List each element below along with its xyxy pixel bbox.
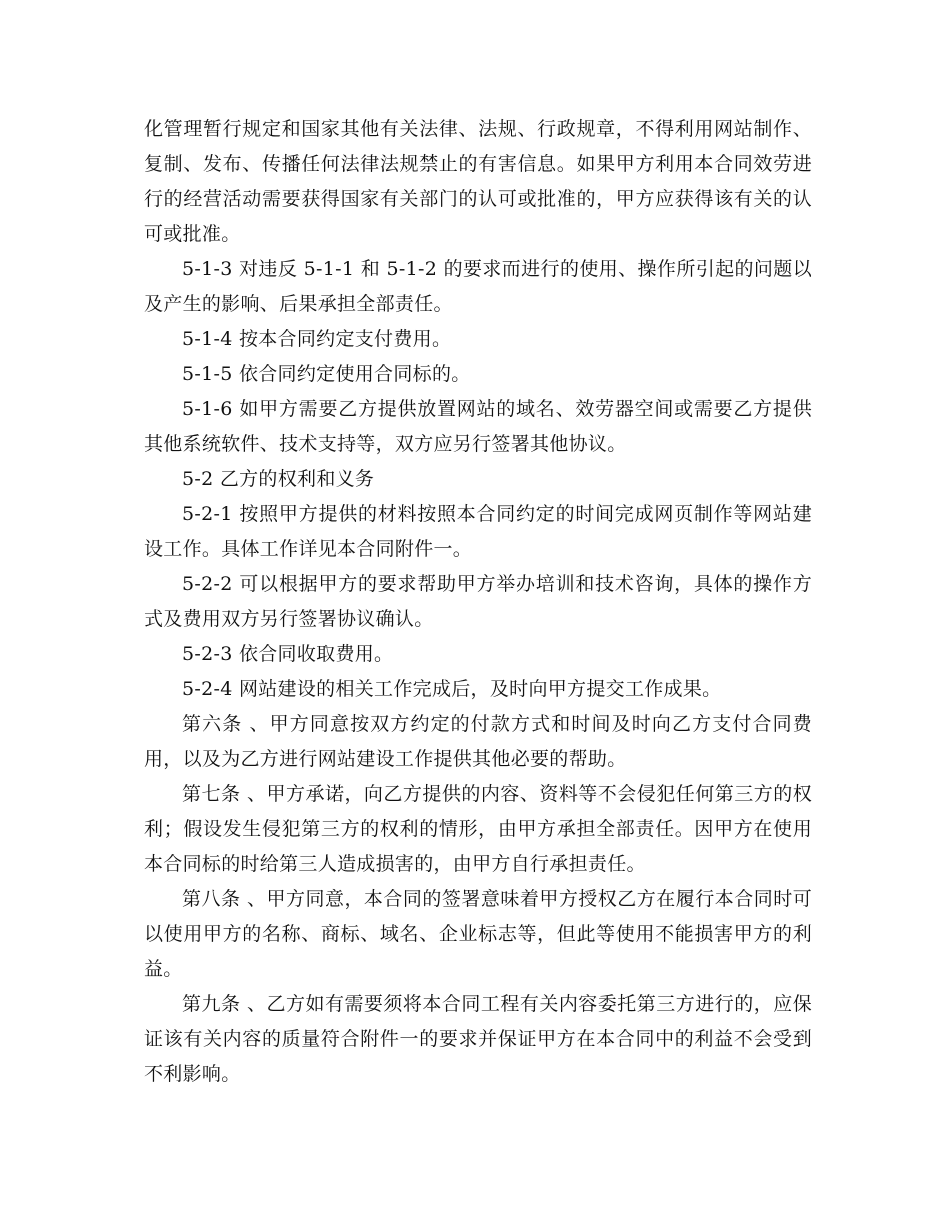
section-heading-5-2: 5-2 乙方的权利和义务 <box>182 468 375 490</box>
paragraph-5-1-3: 5-1-3 对违反 5-1-1 和 5-1-2 的要求而进行的使用、操作所引起的问题以及产生的影响、后果承担全部责任。 <box>144 258 812 315</box>
paragraph-5-2-1: 5-2-1 按照甲方提供的材料按照本合同约定的时间完成网页制作等网站建设工作。具体工作详见本合同附件一。 <box>144 503 812 560</box>
paragraph-5-2-3: 5-2-3 依合同收取费用。 <box>182 643 394 665</box>
paragraph-5-1-5: 5-1-5 依合同约定使用合同标的。 <box>182 363 471 385</box>
article-8: 第八条 、甲方同意，本合同的签署意味着甲方授权乙方在履行本合同时可以使用甲方的名称、商标、域名、企业标志等，但此等使用不能损害甲方的利益。 <box>144 888 812 980</box>
article-7: 第七条 、甲方承诺，向乙方提供的内容、资料等不会侵犯任何第三方的权利；假设发生侵犯第三方的权利的情形，由甲方承担全部责任。因甲方在使用本合同标的时给第三人造成损害的，由甲方自行承担责任。 <box>144 783 812 875</box>
article-9: 第九条 、乙方如有需要须将本合同工程有关内容委托第三方进行的，应保证该有关内容的质量符合附件一的要求并保证甲方在本合同中的利益不会受到不利影响。 <box>144 993 812 1085</box>
article-6: 第六条 、甲方同意按双方约定的付款方式和时间及时向乙方支付合同费用，以及为乙方进行网站建设工作提供其他必要的帮助。 <box>144 713 812 770</box>
paragraph-continuation: 化管理暂行规定和国家其他有关法律、法规、行政规章，不得利用网站制作、复制、发布、传播任何法律法规禁止的有害信息。如果甲方利用本合同效劳进行的经营活动需要获得国家有关部门的认可或批准的，甲方应获得该有关的认可或批准。 <box>144 118 812 245</box>
paragraph-5-1-6: 5-1-6 如甲方需要乙方提供放置网站的域名、效劳器空间或需要乙方提供其他系统软件、技术支持等，双方应另行签署其他协议。 <box>144 398 812 455</box>
document-body <box>144 112 812 1092</box>
paragraph-5-2-2: 5-2-2 可以根据甲方的要求帮助甲方举办培训和技术咨询，具体的操作方式及费用双方另行签署协议确认。 <box>144 573 812 630</box>
paragraph-5-1-4: 5-1-4 按本合同约定支付费用。 <box>182 328 452 350</box>
paragraph-5-2-4: 5-2-4 网站建设的相关工作完成后，及时向甲方提交工作成果。 <box>182 678 722 700</box>
